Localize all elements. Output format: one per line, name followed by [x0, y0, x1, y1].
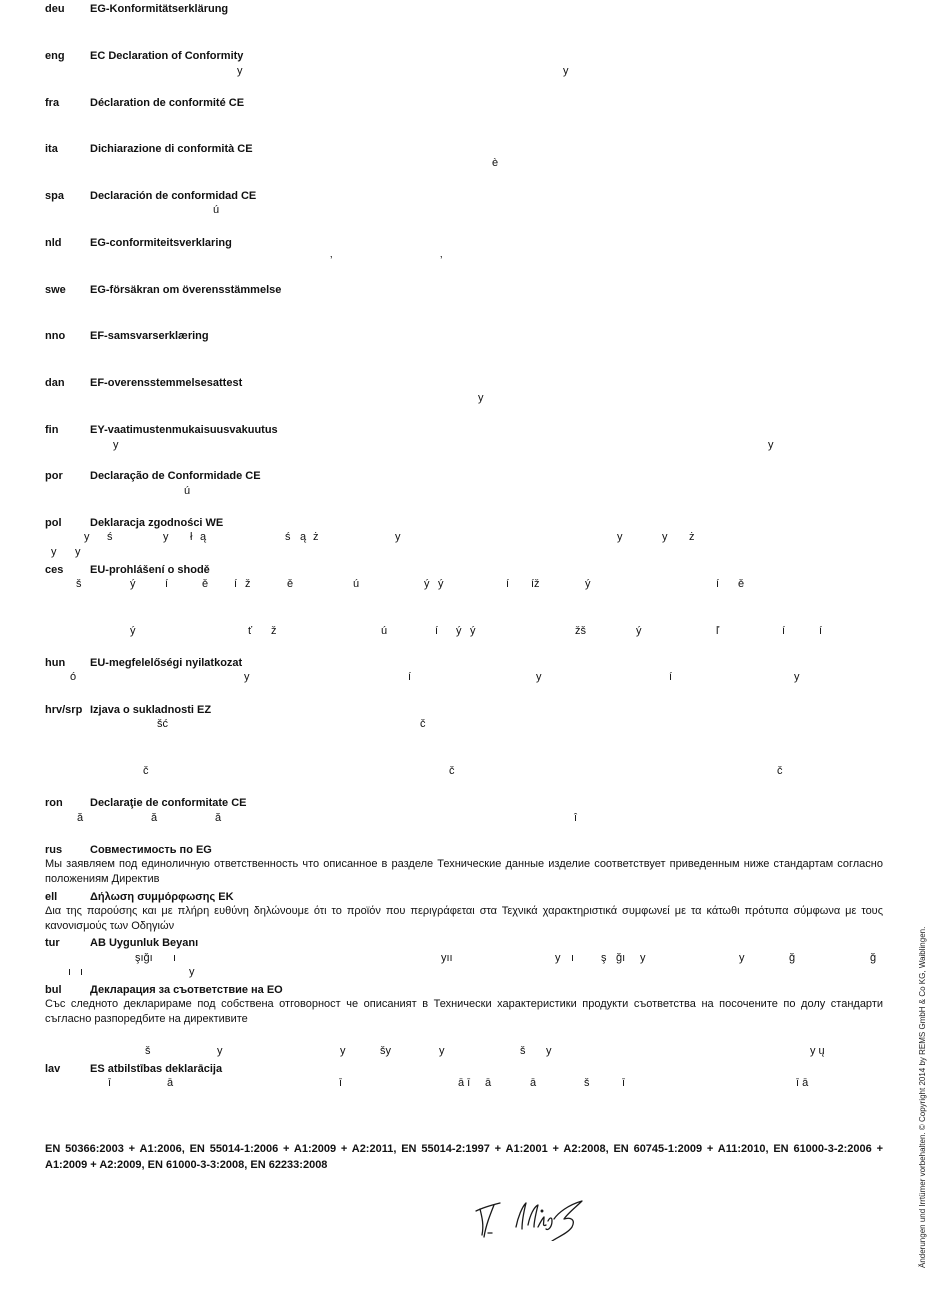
- text-fragment: í: [819, 625, 823, 637]
- text-fragment: y: [244, 671, 250, 683]
- copyright-note: Änderungen und Irrtümer vorbehalten. © Copyright 2014 by REMS GmbH & Co KG, Waiblingen.: [918, 926, 927, 1268]
- section-text-ell: Δια της παρούσης και με πλήρη ευθύνη δηλώνουμε ότι το προϊόν που περιγράφεται στα Τεχνικά χαρακτηριστικά συμφωνεί με τα κάτωθι πρότυπα σύμφωνα με τους κανονισμούς των Οδηγιών: [45, 905, 883, 932]
- text-fragment: y: [439, 1045, 445, 1057]
- text-fragment: y: [113, 439, 119, 451]
- text-fragment: y: [546, 1045, 552, 1057]
- text-fragment: ą: [300, 531, 307, 543]
- section-title-nld: EG-conformiteitsverklaring: [90, 237, 232, 249]
- text-fragment: žš: [575, 625, 586, 637]
- text-fragment: ý: [130, 625, 136, 637]
- lang-code-spa: spa: [45, 190, 64, 202]
- text-fragment: í: [234, 578, 238, 590]
- text-fragment: y: [340, 1045, 346, 1057]
- section-title-deu: EG-Konformitätserklärung: [90, 3, 229, 15]
- text-fragment: ğ: [870, 952, 877, 964]
- text-fragment: y: [84, 531, 90, 543]
- section-text-bul: Със следното декларираме под собствена отговорност че описаният в Технически характеристики продукти съответства на посочените по долу стандарти съгласно разпоредбите на директивите: [45, 998, 883, 1025]
- lang-code-rus: rus: [45, 844, 63, 856]
- section-title-lav: ES atbilstības deklarācija: [90, 1063, 223, 1075]
- text-fragment: í: [716, 578, 720, 590]
- text-fragment: y: [555, 952, 561, 964]
- lang-code-por: por: [45, 470, 63, 482]
- standards-list: EN 50366:2003 + A1:2006, EN 55014-1:2006 + A1:2009 + A2:2011, EN 55014-2:1997 + A1:2001 + A2:2008, EN 60745-1:2009 + A11:2010, EN 61000-3-2:2006 + A1:2009 + A2:2009, EN 61000-3-3:2008, EN 62233:2008: [45, 1143, 883, 1171]
- text-fragment: y ų: [810, 1045, 825, 1057]
- section-title-pol: Deklaracja zgodności WE: [90, 517, 224, 529]
- text-fragment: y: [739, 952, 745, 964]
- text-fragment: ě: [287, 578, 294, 590]
- text-fragment: y: [51, 546, 57, 558]
- lang-code-ron: ron: [45, 797, 63, 809]
- text-fragment: ą: [200, 531, 207, 543]
- lang-code-bul: bul: [45, 984, 62, 996]
- section-title-tur: AB Uygunluk Beyanı: [90, 937, 199, 949]
- text-fragment: ý: [424, 578, 430, 590]
- lang-code-eng: eng: [45, 50, 65, 62]
- text-fragment: ú: [213, 204, 220, 216]
- text-fragment: í: [408, 671, 412, 683]
- section-title-fra: Déclaration de conformité CE: [90, 97, 245, 109]
- section-title-hun: EU-megfelelőségi nyilatkozat: [90, 657, 243, 669]
- section-title-fin: EY-vaatimustenmukaisuusvakuutus: [90, 424, 278, 436]
- section-title-ell: Δήλωση συμμόρφωσης EK: [90, 891, 234, 903]
- text-fragment: ş: [601, 952, 607, 964]
- text-fragment: íž: [531, 578, 540, 590]
- text-fragment: şığı: [135, 952, 153, 964]
- text-fragment: y: [478, 392, 484, 404]
- section-title-ron: Declaraţie de conformitate CE: [90, 797, 247, 809]
- text-fragment: šć: [157, 718, 168, 730]
- text-fragment: y: [617, 531, 623, 543]
- text-fragment: č: [449, 765, 455, 777]
- text-fragment: ú: [381, 625, 388, 637]
- section-title-nno: EF-samsvarserklæring: [90, 330, 209, 342]
- text-fragment: í: [435, 625, 439, 637]
- lang-code-ell: ell: [45, 891, 58, 903]
- text-fragment: í: [669, 671, 673, 683]
- lang-code-ita: ita: [45, 143, 58, 155]
- text-fragment: ý: [456, 625, 462, 637]
- text-fragment: í: [782, 625, 786, 637]
- text-fragment: ž: [271, 625, 277, 637]
- section-title-ces: EU-prohlášení o shodě: [90, 564, 210, 576]
- section-title-por: Declaração de Conformidade CE: [90, 470, 261, 482]
- signature-icon: [472, 1197, 592, 1241]
- text-fragment: ā: [530, 1077, 537, 1089]
- text-fragment: č: [777, 765, 783, 777]
- lang-code-hun: hun: [45, 657, 66, 669]
- text-fragment: y: [768, 439, 774, 451]
- text-fragment: ý: [438, 578, 444, 590]
- text-fragment: ý: [130, 578, 136, 590]
- text-fragment: ı: [571, 952, 575, 964]
- text-fragment: ě: [202, 578, 209, 590]
- text-fragment: ī: [108, 1077, 112, 1089]
- text-fragment: y: [536, 671, 542, 683]
- text-fragment: yıı: [441, 952, 453, 964]
- lang-code-hrv-srp: hrv/srp: [45, 704, 83, 716]
- lang-code-tur: tur: [45, 937, 60, 949]
- text-fragment: ě: [738, 578, 745, 590]
- lang-code-deu: deu: [45, 3, 65, 15]
- text-fragment: î: [574, 812, 578, 824]
- text-fragment: ‚: [330, 248, 333, 260]
- lang-code-fin: fin: [45, 424, 59, 436]
- text-fragment: ż: [313, 531, 319, 543]
- text-fragment: y: [217, 1045, 223, 1057]
- text-fragment: ł: [190, 531, 193, 543]
- text-fragment: ś: [285, 531, 291, 543]
- text-fragment: š: [584, 1077, 590, 1089]
- text-fragment: y: [640, 952, 646, 964]
- text-fragment: y: [563, 65, 569, 77]
- text-fragment: š: [76, 578, 82, 590]
- text-fragment: ı: [80, 966, 84, 978]
- text-fragment: ā: [485, 1077, 492, 1089]
- text-fragment: ă: [77, 812, 84, 824]
- section-title-hrv-srp: Izjava o sukladnosti EZ: [90, 704, 212, 716]
- text-fragment: ī ā: [796, 1077, 809, 1089]
- text-fragment: ż: [689, 531, 695, 543]
- text-fragment: ý: [636, 625, 642, 637]
- text-fragment: ă: [151, 812, 158, 824]
- text-fragment: ı: [68, 966, 72, 978]
- lang-code-nld: nld: [45, 237, 62, 249]
- text-fragment: y: [794, 671, 800, 683]
- text-fragment: í: [506, 578, 510, 590]
- text-fragment: y: [395, 531, 401, 543]
- text-fragment: ó: [70, 671, 77, 683]
- lang-code-ces: ces: [45, 564, 64, 576]
- section-title-rus: Совместимость по EG: [90, 844, 212, 856]
- text-fragment: š: [520, 1045, 526, 1057]
- section-title-swe: EG-försäkran om överensstämmelse: [90, 284, 282, 296]
- text-fragment: šy: [380, 1045, 391, 1057]
- text-fragment: č: [420, 718, 426, 730]
- text-fragment: ă: [215, 812, 222, 824]
- section-text-rus: Мы заявляем под единоличную ответственность что описанное в разделе Технические данные изделие соответствует приведенным ниже стандартам согласно положениям Директив: [45, 858, 883, 885]
- lang-code-swe: swe: [45, 284, 66, 296]
- text-fragment: y: [75, 546, 81, 558]
- text-fragment: č: [143, 765, 149, 777]
- section-title-bul: Декларация за съответствие на ЕО: [90, 984, 283, 996]
- text-fragment: ú: [353, 578, 360, 590]
- text-fragment: ğ: [789, 952, 796, 964]
- text-fragment: ı: [173, 952, 177, 964]
- text-fragment: í: [165, 578, 169, 590]
- text-fragment: y: [189, 966, 195, 978]
- text-fragment: ž: [245, 578, 251, 590]
- text-fragment: y: [237, 65, 243, 77]
- section-title-ita: Dichiarazione di conformità CE: [90, 143, 253, 155]
- section-title-eng: EC Declaration of Conformity: [90, 50, 244, 62]
- text-fragment: ā: [167, 1077, 174, 1089]
- text-fragment: ś: [107, 531, 113, 543]
- text-fragment: ā ī: [458, 1077, 471, 1089]
- lang-code-pol: pol: [45, 517, 62, 529]
- lang-code-lav: lav: [45, 1063, 61, 1075]
- text-fragment: ī: [622, 1077, 626, 1089]
- text-fragment: ý: [585, 578, 591, 590]
- text-fragment: ý: [470, 625, 476, 637]
- lang-code-nno: nno: [45, 330, 66, 342]
- text-fragment: ğı: [616, 952, 626, 964]
- text-fragment: y: [662, 531, 668, 543]
- text-fragment: ľ: [716, 625, 720, 637]
- text-fragment: ‚: [440, 248, 443, 260]
- lang-code-dan: dan: [45, 377, 65, 389]
- text-fragment: ī: [339, 1077, 343, 1089]
- text-fragment: ú: [184, 485, 191, 497]
- text-fragment: š: [145, 1045, 151, 1057]
- lang-code-fra: fra: [45, 97, 60, 109]
- text-fragment: y: [163, 531, 169, 543]
- section-title-dan: EF-overensstemmelsesattest: [90, 377, 243, 389]
- text-fragment: ť: [248, 625, 253, 637]
- section-title-spa: Declaración de conformidad CE: [90, 190, 257, 202]
- text-fragment: è: [492, 157, 499, 169]
